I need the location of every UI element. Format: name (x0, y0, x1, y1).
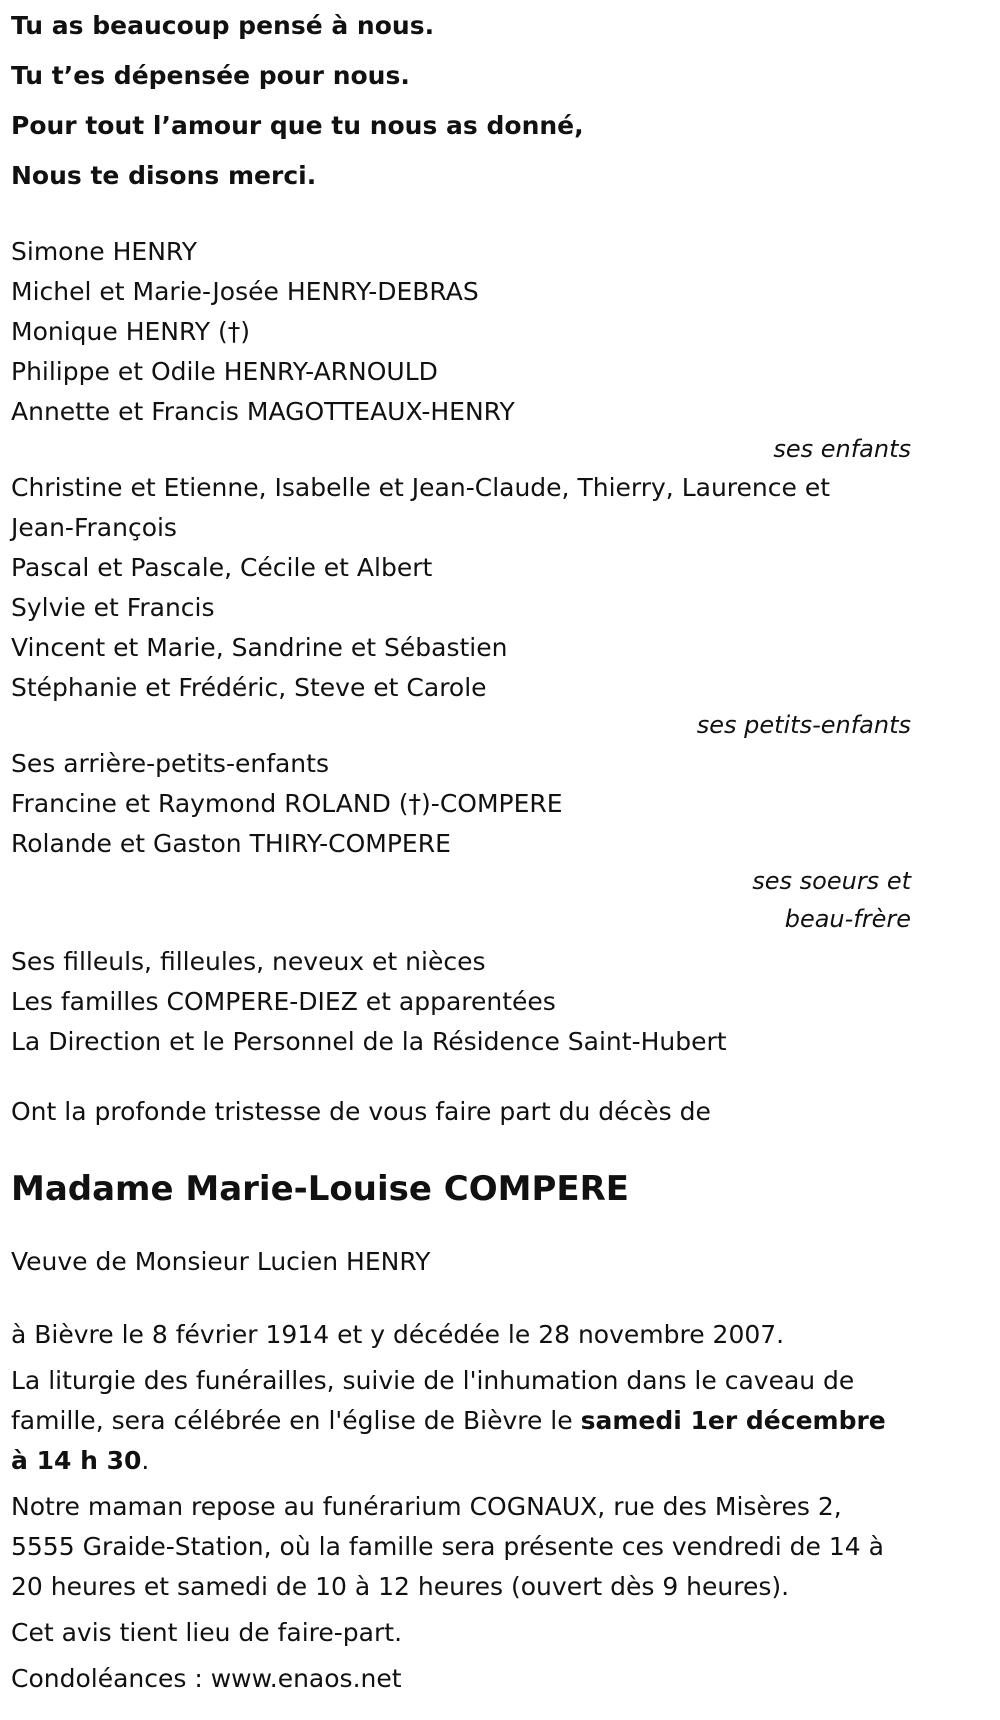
poem (11, 0, 993, 201)
list-item: Michel et Marie-Josée HENRY-DEBRAS (11, 277, 479, 306)
list-item: Vincent et Marie, Sandrine et Sébastien (11, 633, 508, 662)
list-item: Stéphanie et Frédéric, Steve et Carole (11, 673, 487, 702)
funerarium-info: Notre maman repose au funérarium COGNAUX, rue des Misères 2, 5555 Graide-Station, où la famille sera présente ces vendredi de 14 à 20 heures et samedi de 10 à 12 heures (ouvert dès 9 heures). (11, 1492, 884, 1601)
role-label-line: beau-frère (784, 905, 911, 933)
list-item: La Direction et le Personnel de la Résidence Saint-Hubert (11, 1027, 727, 1056)
widow-of: Veuve de Monsieur Lucien HENRY (11, 1247, 431, 1276)
funeral-date: samedi 1er décembre à 14 h 30 (11, 1406, 886, 1475)
funeral-text: La liturgie des funérailles, suivie de l'inhumation dans le caveau de famille, sera célébrée en l'église de Bièvre le (11, 1366, 855, 1435)
children-list (11, 232, 911, 432)
notice-text: Cet avis tient lieu de faire-part. (11, 1618, 403, 1647)
role-label-siblings (11, 862, 914, 938)
grandchildren-list (11, 468, 841, 708)
poem-line: Pour tout l’amour que tu nous as donné, (11, 111, 584, 140)
role-label-children: ses enfants (773, 435, 911, 463)
list-item: Simone HENRY (11, 237, 197, 266)
list-item: Christine et Etienne, Isabelle et Jean-Claude, Thierry, Laurence et Jean-François (11, 473, 831, 542)
funeral-text-end: . (141, 1446, 150, 1475)
list-item: Ses filleuls, filleules, neveux et nièces (11, 947, 486, 976)
list-item: Annette et Francis MAGOTTEAUX-HENRY (11, 397, 515, 426)
birth-death: à Bièvre le 8 février 1914 et y décédée le 28 novembre 2007. (11, 1320, 785, 1349)
obituary-notice (11, 0, 993, 1699)
announcement-text: Ont la profonde tristesse de vous faire part du décès de (11, 1097, 711, 1126)
list-item: Ses arrière-petits-enfants (11, 749, 329, 778)
list-item: Pascal et Pascale, Cécile et Albert (11, 553, 433, 582)
role-label-line: ses soeurs et (752, 867, 911, 895)
list-item: Les familles COMPERE-DIEZ et apparentées (11, 987, 556, 1016)
list-item: Rolande et Gaston THIRY-COMPERE (11, 829, 451, 858)
list-item: Sylvie et Francis (11, 593, 215, 622)
condolences-link[interactable]: Condoléances : www.enaos.net (11, 1664, 402, 1693)
poem-line: Nous te disons merci. (11, 161, 317, 190)
deceased-name: Madame Marie-Louise COMPERE (11, 1169, 630, 1209)
poem-line: Tu t’es dépensée pour nous. (11, 61, 410, 90)
list-item: Francine et Raymond ROLAND (†)-COMPERE (11, 789, 563, 818)
role-label-grandchildren: ses petits-enfants (696, 711, 911, 739)
list-item: Philippe et Odile HENRY-ARNOULD (11, 357, 438, 386)
siblings-list (11, 744, 911, 864)
list-item: Monique HENRY (†) (11, 317, 250, 346)
others-list (11, 942, 911, 1062)
poem-line: Tu as beaucoup pensé à nous. (11, 11, 435, 40)
funeral-info (11, 1361, 911, 1481)
